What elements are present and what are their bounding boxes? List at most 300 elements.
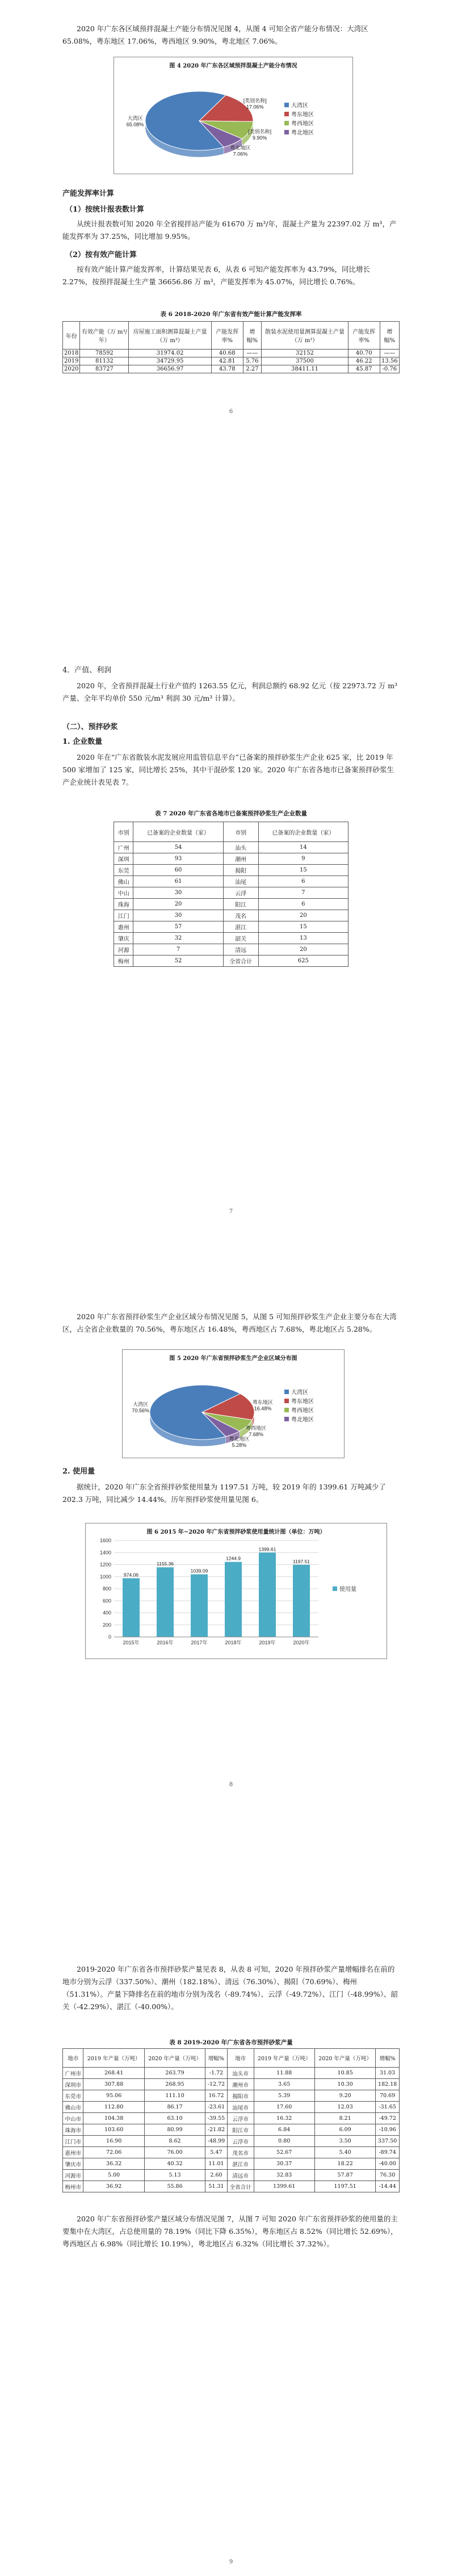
table-cell: 2.60 — [205, 2170, 228, 2181]
table-cell: 湛江市 — [227, 2158, 254, 2170]
pie-data-label: 16.48% — [254, 1405, 272, 1412]
page-number: 6 — [229, 409, 233, 415]
table-cell: 珠海市 — [63, 2124, 83, 2136]
subsection-heading: （1）按统计报表数计算 — [65, 205, 145, 214]
table-cell: 9.20 — [314, 2090, 375, 2102]
table-cell: 5.76 — [243, 357, 261, 365]
legend-swatch — [284, 112, 289, 116]
table-cell: 2.27 — [243, 365, 261, 373]
table-cell: 广州市 — [63, 2068, 83, 2079]
table-cell: 15 — [258, 921, 348, 933]
table-header-cell: 地市 — [63, 2049, 83, 2068]
table-cell: -40.00 — [376, 2158, 400, 2170]
pie-data-label: 7.06% — [233, 151, 248, 157]
legend-swatch — [284, 1399, 289, 1403]
bar — [259, 1552, 276, 1637]
table-cell: 104.38 — [83, 2113, 144, 2124]
table-caption: 表 8 2019-2020 年广东省各市预拌砂浆产量 — [169, 2039, 293, 2046]
table-header-cell: 增幅% — [243, 322, 261, 350]
table-cell: 2020 — [63, 365, 80, 373]
table-cell: 湛江 — [223, 921, 258, 933]
table-cell: 云浮市 — [227, 2113, 254, 2124]
table-cell: 36656.97 — [129, 365, 211, 373]
table-cell: 河源 — [114, 944, 133, 956]
bar-data-label: 974.06 — [124, 1572, 138, 1578]
figure-caption: 图 5 2020 年广东省预拌砂浆生产企业区域分布图 — [169, 1356, 297, 1362]
table-header-cell: 2020 年产量（万吨） — [144, 2049, 205, 2068]
table-cell: -0.76 — [380, 365, 399, 373]
table-cell: 深圳市 — [63, 2079, 83, 2090]
table-cell: 8.62 — [144, 2136, 205, 2147]
table-cell: 17.60 — [254, 2102, 314, 2113]
legend-label: 大湾区 — [291, 1390, 308, 1396]
table-row — [114, 876, 348, 887]
table-row — [63, 2124, 400, 2136]
y-tick-label: 400 — [102, 1610, 111, 1616]
table-cell: 12.03 — [314, 2102, 375, 2113]
table-cell: 9 — [258, 853, 348, 865]
table-row — [63, 2147, 400, 2158]
pie-data-label: 粤东地区 — [253, 1399, 274, 1405]
section-heading: 4．产值、利润 — [62, 666, 112, 675]
table-cell: 30 — [133, 910, 223, 921]
bar-data-label: 1244.9 — [226, 1555, 241, 1561]
table-cell: 38411.11 — [262, 365, 348, 373]
pie-chart — [114, 57, 352, 174]
bar-data-label: 1197.51 — [292, 1558, 310, 1564]
table-header-cell: 增幅% — [205, 2049, 228, 2068]
paragraph: 2020 年广东各区域预拌混凝土产能分布情况见图 4，从图 4 可知全省产能分布情况：大湾区 65.08%，粤东地区 17.06%，粤西地区 9.90%，粤北地区 7.06%。 — [62, 24, 368, 45]
table-cell: -23.61 — [205, 2102, 228, 2113]
table-cell: 惠州市 — [63, 2147, 83, 2158]
table-cell: 云浮 — [223, 887, 258, 899]
table-cell: 16.72 — [205, 2090, 228, 2102]
table-row — [114, 944, 348, 956]
table-cell: 43.78 — [211, 365, 243, 373]
x-tick-label: 2016年 — [157, 1640, 174, 1645]
table-cell: 深圳 — [114, 853, 133, 865]
bar-chart — [86, 1523, 387, 1659]
x-tick-label: 2015年 — [123, 1640, 140, 1645]
legend-label: 粤西地区 — [291, 121, 314, 127]
table-cell: 汕尾市 — [227, 2102, 254, 2113]
paragraph: 2020 年在“广东省散装水泥发展应用监管信息平台”已备案的预拌砂浆生产企业 625 家，比 2019 年 500 家增加了 125 家，同比增长 25%，其中干混砂浆 120 家。2020 年广东省各地市已备案预拌砂浆生产企业统计表见表 7。 — [62, 753, 394, 786]
paragraph: 2020 年，全省预拌混凝土行业产值约 1263.55 亿元，利润总额约 68.92 亿元（按 22973.72 万 m³ 产量、全年平均单价 550 元/m³ 利润 30 元/m³ 计算）。 — [62, 681, 398, 702]
page-number: 7 — [229, 1209, 233, 1215]
table-cell: 93 — [133, 853, 223, 865]
y-tick-label: 0 — [108, 1634, 111, 1640]
y-tick-label: 1400 — [99, 1550, 111, 1556]
legend-label: 使用量 — [339, 1586, 356, 1593]
table-cell: 337.50 — [376, 2136, 400, 2147]
pie-data-label: 大湾区 — [133, 1401, 149, 1408]
table-cell: 20 — [258, 910, 348, 921]
table-row — [63, 2170, 400, 2181]
table-cell: 江门市 — [63, 2136, 83, 2147]
paragraph: 按有效产能计算产能发挥率，计算结果见表 6，从表 6 可知产能发挥率为 43.79%，同比增长 2.27%，按预拌混凝土生产量 36656.86 万 m³，产能发挥率为 45.07%，同比增长 0.76%。 — [62, 265, 370, 286]
pie-data-label: 粤西地区 — [246, 1425, 267, 1432]
table-row — [63, 2079, 400, 2090]
table-row — [63, 2102, 400, 2113]
y-tick-label: 600 — [102, 1598, 111, 1604]
table-cell: 梅州 — [114, 956, 133, 967]
table-cell: 惠州 — [114, 921, 133, 933]
table-header-cell: 年份 — [63, 322, 80, 350]
table-row — [114, 887, 348, 899]
table-cell: 78592 — [80, 350, 129, 357]
table-cell: 2018 — [63, 350, 80, 357]
table-cell: 清远市 — [227, 2170, 254, 2181]
table-cell: 52 — [133, 956, 223, 967]
table-cell: 阳江 — [223, 899, 258, 910]
table-cell: 梅州市 — [63, 2181, 83, 2192]
pie-data-label: 7.68% — [249, 1432, 263, 1438]
table-row — [63, 2113, 400, 2124]
table-cell: 清远 — [223, 944, 258, 956]
table-header-cell: 2019 年产量（万吨） — [83, 2049, 144, 2068]
legend-swatch — [284, 130, 289, 134]
table-row — [114, 853, 348, 865]
table-cell: 20 — [133, 899, 223, 910]
legend-swatch — [284, 121, 289, 125]
subsection-heading: 1. 企业数量 — [62, 738, 103, 746]
table-cell: 36.92 — [83, 2181, 144, 2192]
pie-data-label: 粤北地区 — [230, 145, 251, 151]
table-row — [63, 350, 400, 357]
table-cell: -31.65 — [376, 2102, 400, 2113]
bar — [157, 1567, 174, 1637]
y-tick-label: 800 — [102, 1586, 111, 1592]
page-8 — [0, 1288, 462, 1923]
table-8 — [62, 2048, 400, 2192]
table-cell: 52.67 — [254, 2147, 314, 2158]
table-row — [114, 921, 348, 933]
table-cell: 76.00 — [144, 2147, 205, 2158]
table-row — [63, 365, 400, 373]
table-row — [63, 357, 400, 365]
table-7 — [114, 822, 348, 967]
table-cell: 肇庆 — [114, 933, 133, 944]
paragraph: 2020 年广东省预拌砂浆产量区域分布情况见图 7，从图 7 可知 2020 年广东省预拌砂浆的使用量的主要集中在大湾区，占总使用量的 78.19%（同比下降 6.35%），粤东地区占 8.52%（同比增长 52.69%），粤西地区占 6.98%（同比增长 10.19%），粤北地区占 6.32%（同比增长 37.32%）。 — [62, 2215, 398, 2248]
bar — [191, 1575, 208, 1637]
table-header-cell: 增幅% — [380, 322, 399, 350]
table-cell: 潮州 — [223, 853, 258, 865]
table-cell: 中山 — [114, 887, 133, 899]
table-caption: 表 7 2020 年广东省各地市已备案预拌砂浆生产企业数量 — [155, 810, 307, 817]
pie-data-label: 粤北地区 — [229, 1436, 250, 1442]
table-cell: 肇庆市 — [63, 2158, 83, 2170]
bar — [225, 1562, 242, 1637]
paragraph: 2019-2020 年广东省各市预拌砂浆产量见表 8，从表 8 可知，2020 年预拌砂浆产量增幅排名在前的地市分别为云浮（337.50%）、潮州（182.18%）、清远（76.30%）、揭阳（70.69%）、梅州（51.31%）。产量下降排名在前的地市分别为茂名（-89.74%）、云浮（-49.72%）、江门（-48.99%）、韶关（-42.29%）、湛江（-40.00%）。 — [62, 1965, 398, 2011]
table-cell: 57.87 — [314, 2170, 375, 2181]
table-cell: 3.50 — [314, 2136, 375, 2147]
table-cell: 13 — [258, 933, 348, 944]
table-cell: 45.87 — [348, 365, 380, 373]
table-cell: 汕头 — [223, 842, 258, 853]
table-cell: 70.69 — [376, 2090, 400, 2102]
figure-caption: 图 6 2015 年~2020 年广东省预拌砂浆使用量统计图（单位：万吨） — [146, 1529, 326, 1535]
table-cell: 韶关 — [223, 933, 258, 944]
x-tick-label: 2019年 — [259, 1640, 276, 1645]
table-row — [114, 956, 348, 967]
table-cell: 3.65 — [254, 2079, 314, 2090]
table-cell: 1399.61 — [254, 2181, 314, 2192]
table-cell: 76.30 — [376, 2170, 400, 2181]
table-cell: 江门 — [114, 910, 133, 921]
pie-data-label: 65.08% — [126, 121, 144, 128]
pie-data-label: [类别名称] — [243, 98, 267, 104]
table-cell: 263.79 — [144, 2068, 205, 2079]
table-cell: -48.99 — [205, 2136, 228, 2147]
table-cell: 46.22 — [348, 357, 380, 365]
section-heading: （二）、预拌砂浆 — [62, 723, 118, 731]
table-cell: -14.44 — [376, 2181, 400, 2192]
table-cell: 揭阳 — [223, 865, 258, 876]
table-cell: 0.80 — [254, 2136, 314, 2147]
table-header-row — [63, 322, 400, 350]
table-cell: -12.72 — [205, 2079, 228, 2090]
table-row — [114, 910, 348, 921]
table-cell: 佛山 — [114, 876, 133, 887]
pie-data-label: 9.90% — [252, 134, 267, 141]
table-cell: 40.68 — [211, 350, 243, 357]
table-cell: 15 — [258, 865, 348, 876]
legend-label: 粤北地区 — [291, 1417, 314, 1423]
table-cell: -49.72 — [376, 2113, 400, 2124]
legend-label: 粤东地区 — [291, 1399, 314, 1405]
table-cell: 全省合计 — [227, 2181, 254, 2192]
table-cell: 广州 — [114, 842, 133, 853]
table-row — [114, 899, 348, 910]
table-caption: 表 6 2018-2020 年广东省有效产能计算产能发挥率 — [160, 311, 302, 318]
legend-label: 粤西地区 — [291, 1408, 314, 1414]
table-header-cell: 有效产能（万 m³/年） — [80, 322, 129, 350]
table-header-cell: 市别 — [114, 822, 133, 842]
table-cell: -1.72 — [205, 2068, 228, 2079]
table-cell: 7 — [258, 887, 348, 899]
bar-data-label: 1039.09 — [190, 1568, 208, 1574]
y-tick-label: 1200 — [99, 1561, 111, 1568]
table-cell: 11.01 — [205, 2158, 228, 2170]
table-cell: 10.30 — [314, 2079, 375, 2090]
table-cell: -10.96 — [376, 2124, 400, 2136]
table-cell: 茂名 — [223, 910, 258, 921]
table-header-cell: 市别 — [223, 822, 258, 842]
table-cell: 16.90 — [83, 2136, 144, 2147]
table-cell: 63.10 — [144, 2113, 205, 2124]
legend-swatch — [284, 1417, 289, 1421]
paragraph: 2020 年广东省预拌砂浆生产企业区域分布情况见图 5，从图 5 可知预拌砂浆生产企业主要分布在大湾区，占全省企业数量的 70.56%，粤东地区占 16.48%，粤西地区占 7.68%，粤北地区占 5.28%。 — [62, 1312, 397, 1333]
x-tick-label: 2017年 — [191, 1640, 208, 1645]
bar-data-label: 1399.61 — [258, 1546, 276, 1552]
table-cell: 1197.51 — [314, 2181, 375, 2192]
paragraph: 从统计报表数可知 2020 年全省搅拌站产能为 61670 万 m³/年，混凝土产量为 22397.02 万 m³，产能发挥率为 37.25%，同比增加 9.95%。 — [62, 220, 397, 241]
table-cell: 全省合计 — [223, 956, 258, 967]
table-cell: 30 — [133, 887, 223, 899]
table-cell: 汕尾 — [223, 876, 258, 887]
table-cell: 5.39 — [254, 2090, 314, 2102]
table-cell: 10.85 — [314, 2068, 375, 2079]
table-cell: 40.70 — [348, 350, 380, 357]
table-cell: 42.81 — [211, 357, 243, 365]
figure-6-chart — [85, 1523, 387, 1659]
table-cell: 40.32 — [144, 2158, 205, 2170]
table-cell: 6 — [258, 876, 348, 887]
table-6 — [62, 321, 400, 373]
legend-label: 粤北地区 — [291, 130, 314, 136]
table-cell: 8.21 — [314, 2113, 375, 2124]
x-tick-label: 2018年 — [225, 1640, 242, 1645]
table-cell: 6.09 — [314, 2124, 375, 2136]
table-row — [63, 2181, 400, 2192]
table-cell: 112.80 — [83, 2102, 144, 2113]
table-cell: —— — [380, 350, 399, 357]
table-cell: 34729.95 — [129, 357, 211, 365]
bar — [293, 1565, 310, 1637]
table-cell: 5.40 — [314, 2147, 375, 2158]
page-number: 8 — [229, 1782, 233, 1788]
page-7 — [0, 641, 462, 1277]
table-header-cell: 2020 年产量（万吨） — [314, 2049, 375, 2068]
table-cell: 阳江市 — [227, 2124, 254, 2136]
table-cell: 83727 — [80, 365, 129, 373]
table-header-cell: 房屋施工面积测算混凝土产量（万 m³） — [129, 322, 211, 350]
pie-chart — [123, 1350, 344, 1458]
bar — [123, 1579, 140, 1637]
table-cell: 2019 — [63, 357, 80, 365]
subsection-heading: 2. 使用量 — [62, 1467, 95, 1476]
table-cell: 中山市 — [63, 2113, 83, 2124]
table-header-cell: 产能发挥率% — [348, 322, 380, 350]
table-cell: 河源市 — [63, 2170, 83, 2181]
table-cell: 36.32 — [83, 2158, 144, 2170]
page-6 — [0, 0, 462, 635]
legend-swatch — [284, 103, 289, 107]
table-cell: 东莞 — [114, 865, 133, 876]
table-cell: 57 — [133, 921, 223, 933]
table-cell: 佛山市 — [63, 2102, 83, 2113]
table-header-cell: 增幅% — [376, 2049, 400, 2068]
table-cell: 95.06 — [83, 2090, 144, 2102]
table-header-cell: 已备案的企业数量（家） — [258, 822, 348, 842]
y-tick-label: 1000 — [99, 1573, 111, 1580]
table-cell: 18.22 — [314, 2158, 375, 2170]
legend-label: 大湾区 — [291, 103, 308, 109]
pie-data-label: 17.06% — [246, 104, 264, 110]
table-cell: 80.99 — [144, 2124, 205, 2136]
paragraph: 据统计，2020 年广东全省预拌砂浆使用量为 1197.51 万吨，较 2019 年的 1399.61 万吨减少了 202.3 万吨，同比减少 14.44%。历年预拌砂浆使用量见图 6。 — [62, 1483, 386, 1504]
y-tick-label: 200 — [102, 1622, 111, 1628]
table-cell: -39.55 — [205, 2113, 228, 2124]
figure-4-chart — [114, 57, 353, 174]
legend-swatch — [284, 1390, 289, 1394]
table-cell: 61 — [133, 876, 223, 887]
table-header-cell: 地市 — [227, 2049, 254, 2068]
table-cell: 37500 — [262, 357, 348, 365]
table-cell: 60 — [133, 865, 223, 876]
table-header-cell: 2019 年产量（万吨） — [254, 2049, 314, 2068]
bar-data-label: 1155.36 — [156, 1561, 174, 1567]
table-header-cell: 已备案的企业数量（家） — [133, 822, 223, 842]
table-cell: 6 — [258, 899, 348, 910]
table-cell: 云浮市 — [227, 2136, 254, 2147]
table-cell: 汕头市 — [227, 2068, 254, 2079]
table-header-row — [114, 822, 348, 842]
table-cell: 268.95 — [144, 2079, 205, 2090]
table-header-row — [63, 2049, 400, 2068]
x-tick-label: 2020年 — [293, 1640, 310, 1645]
table-cell: 14 — [258, 842, 348, 853]
table-row — [63, 2068, 400, 2079]
y-tick-label: 1600 — [99, 1538, 111, 1543]
page-number: 9 — [229, 2559, 233, 2565]
table-cell: 5.13 — [144, 2170, 205, 2181]
table-header-cell: 产能发挥率% — [211, 322, 243, 350]
table-cell: 72.06 — [83, 2147, 144, 2158]
table-row — [63, 2090, 400, 2102]
table-cell: 268.41 — [83, 2068, 144, 2079]
table-cell: 茂名市 — [227, 2147, 254, 2158]
table-cell: 86.17 — [144, 2102, 205, 2113]
table-cell: 55.86 — [144, 2181, 205, 2192]
table-cell: 81132 — [80, 357, 129, 365]
table-cell: 51.31 — [205, 2181, 228, 2192]
table-row — [114, 933, 348, 944]
table-cell: 111.10 — [144, 2090, 205, 2102]
figure-5-chart — [122, 1349, 345, 1458]
table-cell: 7 — [133, 944, 223, 956]
table-cell: 30.37 — [254, 2158, 314, 2170]
table-cell: 54 — [133, 842, 223, 853]
legend-swatch — [333, 1586, 337, 1591]
pie-data-label: [类别名称] — [248, 128, 272, 134]
table-cell: 31.03 — [376, 2068, 400, 2079]
table-cell: 16.32 — [254, 2113, 314, 2124]
table-cell: 13.56 — [380, 357, 399, 365]
table-cell: 625 — [258, 956, 348, 967]
table-cell: 11.88 — [254, 2068, 314, 2079]
table-row — [63, 2158, 400, 2170]
table-cell: 揭阳市 — [227, 2090, 254, 2102]
table-cell: 潮州市 — [227, 2079, 254, 2090]
pie-data-label: 70.56% — [132, 1408, 149, 1414]
table-cell: 32 — [133, 933, 223, 944]
table-row — [63, 2136, 400, 2147]
page-9 — [0, 1941, 462, 2576]
pie-data-label: 大湾区 — [127, 115, 143, 121]
table-cell: 307.88 — [83, 2079, 144, 2090]
subsection-heading: （2）按有效产能计算 — [65, 251, 137, 259]
table-cell: 东莞市 — [63, 2090, 83, 2102]
table-cell: 珠海 — [114, 899, 133, 910]
table-cell: —— — [243, 350, 261, 357]
table-cell: -21.82 — [205, 2124, 228, 2136]
table-cell: 32152 — [262, 350, 348, 357]
table-cell: 103.60 — [83, 2124, 144, 2136]
table-header-cell: 散装水泥使用量测算混凝土产量（万 m³） — [262, 322, 348, 350]
figure-caption: 图 4 2020 年广东各区域预拌混凝土产能分布情况 — [169, 63, 297, 69]
section-heading: 产能发挥率计算 — [62, 190, 115, 198]
table-cell: 32.83 — [254, 2170, 314, 2181]
legend-swatch — [284, 1408, 289, 1412]
table-row — [114, 865, 348, 876]
table-cell: 20 — [258, 944, 348, 956]
table-cell: 5.47 — [205, 2147, 228, 2158]
table-row — [114, 842, 348, 853]
table-cell: 5.00 — [83, 2170, 144, 2181]
table-cell: -89.74 — [376, 2147, 400, 2158]
table-cell: 31974.02 — [129, 350, 211, 357]
